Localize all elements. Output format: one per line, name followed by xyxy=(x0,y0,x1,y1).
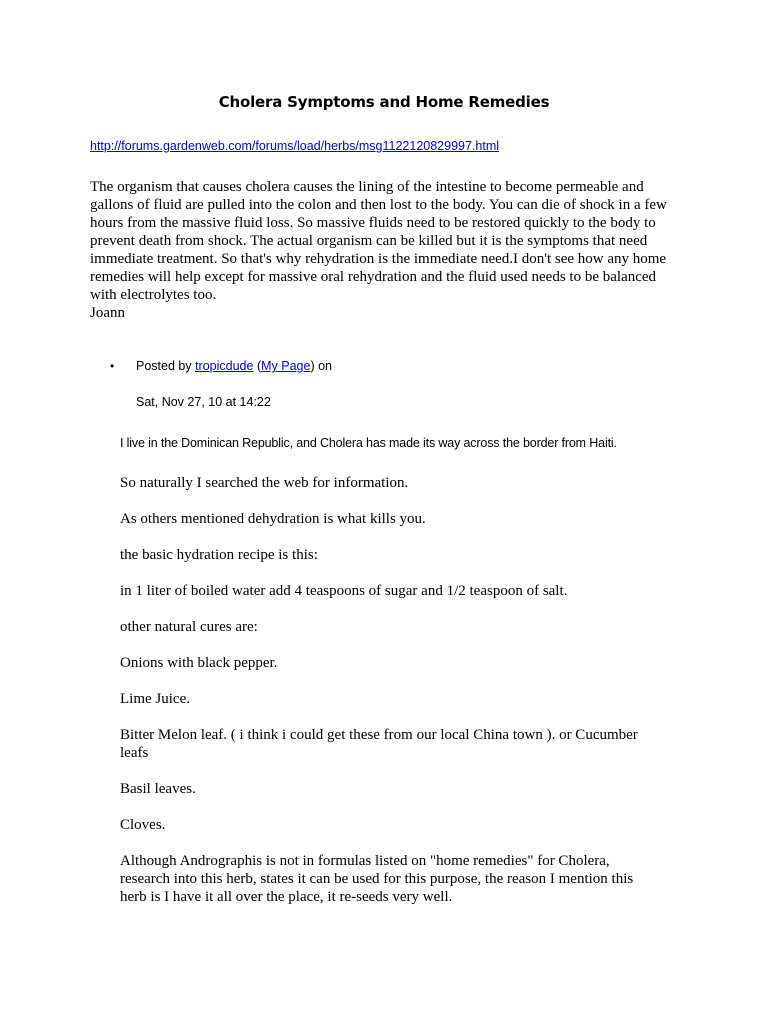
post-paragraph: Although Andrographis is not in formulas listed on "home remedies" for Cholera, research into this herb, states it can be used for this purpose, the reason I mention this herb is I have it all over the place, it re-seeds very well. xyxy=(120,853,634,905)
bullet-icon: • xyxy=(110,359,115,373)
posted-by-label: Posted by xyxy=(136,359,192,373)
post-date: Sat, Nov 27, 10 at 14:22 xyxy=(136,395,271,409)
post-paragraph: Cloves. xyxy=(120,817,166,833)
post-paragraph: Lime Juice. xyxy=(120,691,190,707)
intro-signature: Joann xyxy=(90,305,125,321)
intro-text: The organism that causes cholera causes the lining of the intestine to become permeable and gallons of fluid are pulled into the colon and then lost to the body. You can die of shock in a few hours from the massive fluid loss. So massive fluids need to be restored quickly to the body to prevent death from shock. The actual organism can be killed but it is the symptoms that need immediate treatment. So that's why rehydration is the immediate need.I don't see how any home remedies will help except for massive oral rehydration and the fluid used needs to be balanced with electrolytes too. xyxy=(90,179,667,303)
post-paragraph: As others mentioned dehydration is what kills you. xyxy=(120,511,426,527)
open-paren: ( xyxy=(256,359,262,373)
intro-paragraph xyxy=(90,178,680,322)
my-page-link[interactable]: My Page xyxy=(261,359,311,373)
post-paragraph: Basil leaves. xyxy=(120,781,196,797)
post-meta xyxy=(110,359,332,373)
post-body xyxy=(120,474,660,924)
post-paragraph: other natural cures are: xyxy=(120,619,258,635)
post-paragraph: Bitter Melon leaf. ( i think i could get these from our local China town ). or Cucumber leafs xyxy=(120,727,638,761)
post-paragraph: in 1 liter of boiled water add 4 teaspoons of sugar and 1/2 teaspoon of salt. xyxy=(120,583,568,599)
post-paragraph: the basic hydration recipe is this: xyxy=(120,547,318,563)
document-title: Cholera Symptoms and Home Remedies xyxy=(218,93,550,111)
post-paragraph: So naturally I searched the web for information. xyxy=(120,475,409,491)
post-first-line: I live in the Dominican Republic, and Cholera has made its way across the border from Haiti. xyxy=(120,436,617,450)
post-paragraph: Onions with black pepper. xyxy=(120,655,278,671)
author-link[interactable]: tropicdude xyxy=(195,359,254,373)
source-link[interactable]: http://forums.gardenweb.com/forums/load/herbs/msg1122120829997.html xyxy=(90,139,500,153)
close-on-text: ) on xyxy=(310,359,332,373)
